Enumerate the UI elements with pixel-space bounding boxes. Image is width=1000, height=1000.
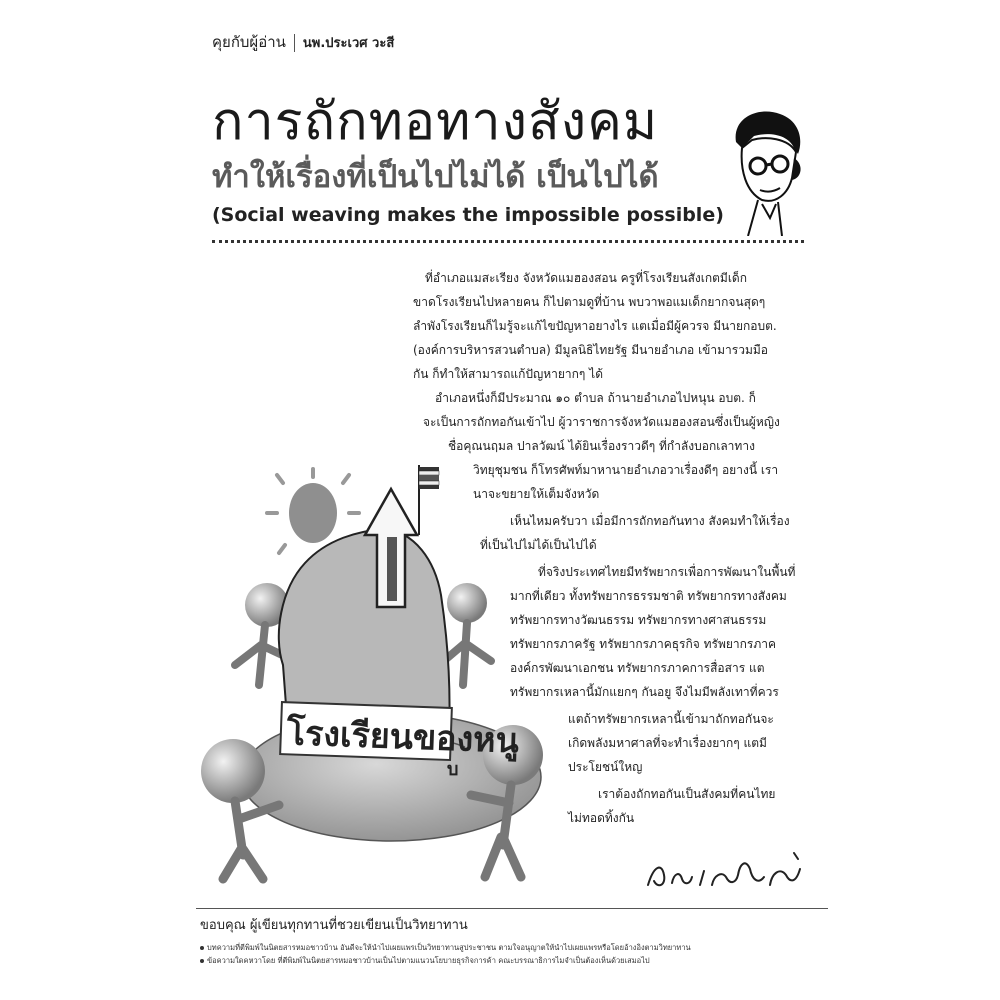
- body-line: จะเป็นการถักทอกันเข้าไป ผู้วาราชการจังหวัดแมฮองสอนซึ่งเป็นผู้หญิง: [423, 415, 780, 429]
- body-line: ที่จริงประเทศไทยมีทรัพยากรเพื่อการพัฒนาในพื้นที่: [538, 565, 796, 579]
- signature-text: ประเวศ วะสี: [640, 845, 646, 846]
- body-line: องค์กรพัฒนาเอกชน ทรัพยากรภาคการสื่อสาร แต: [510, 661, 765, 675]
- author-signature: [640, 845, 810, 895]
- body-line: มากที่เดียว ทั้งทรัพยากรธรรมชาติ ทรัพยากรทางสังคม: [510, 589, 787, 603]
- footer-note-text: ข้อความใดคหวาโดย ที่ตีพิมพ์ในนิตยสารหมอชาวบ้านเป็นไปตามแนวนโยบายธุรกิจการค้า คณะบรรณาธิการไมจำเป็นต้องเห็นด้วยเสมอไป: [207, 956, 650, 965]
- body-line: เกิดพลังมหาศาลที่จะทำเรื่องยากๆ แตมี: [568, 736, 767, 750]
- author-name: นพ.ประเวศ วะสี: [302, 36, 395, 51]
- footer-note-text: บทความที่ตีพิมพ์ในนิตยสารหมอชาวบ้าน อันดีจะให้นำไปเผยแพรเป็นวิทยาทานสูประชาชน ตามใจอนุญาตให้นำไปเผยแพรหรือโดยอ้างอิงตามวิทยาทาน: [207, 943, 691, 952]
- header-divider: [294, 34, 295, 52]
- school-sign-tail: บ: [447, 759, 459, 780]
- footer-note: [200, 955, 650, 967]
- school-sign-text: โรงเรียนของหนู: [286, 713, 520, 762]
- body-line: ทรัพยากรภาครัฐ ทรัพยากรภาคธุรกิจ ทรัพยากรภาค: [510, 637, 777, 651]
- body-line: ทรัพยากรเหลานี้มักแยกๆ กันอยู จึงไมมีพลังเทาที่ควร: [510, 685, 779, 699]
- column-header: [212, 30, 394, 54]
- author-portrait: [718, 108, 808, 236]
- title-divider: [212, 240, 804, 243]
- school-illustration: [195, 465, 555, 885]
- body-line: ประโยชน์ใหญ: [568, 760, 643, 774]
- flag-icon: [419, 465, 439, 535]
- footer-divider: [196, 908, 828, 909]
- body-line: เห็นไหมครับวา เมื่อมีการถักทอกันทาง สังคมทำให้เรื่อง: [510, 514, 790, 528]
- article-english-subtitle: (Social weaving makes the impossible possible): [212, 204, 724, 226]
- bullet-icon: [200, 959, 204, 963]
- footer-thanks: ขอบคุณ ผู้เขียนทุกทานที่ชวยเขียนเป็นวิทยาทาน: [200, 918, 468, 933]
- body-line: ขาดโรงเรียนไปหลายคน ก็ไปตามดูที่บ้าน พบวาพอแมเด็กยากจนสุดๆ: [413, 295, 766, 309]
- body-line: ที่อำเภอแมสะเรียง จังหวัดแมฮองสอน ครูที่โรงเรียนสังเกตมีเด็ก: [425, 271, 747, 285]
- body-line: แตถ้าทรัพยากรเหลานี้เข้ามาถักทอกันจะ: [568, 712, 774, 726]
- body-line: ทรัพยากรทางวัฒนธรรม ทรัพยากรทางศาสนธรรม: [510, 613, 767, 627]
- article-title: การถักทอทางสังคม: [212, 92, 659, 152]
- body-line: กัน ก็ทำให้สามารถแก้ปัญหายากๆ ได้: [413, 367, 604, 381]
- body-line: วิทยุชุมชน ก็โทรศัพท์มาหานายอำเภอวาเรื่องดีๆ อยางนี้ เรา: [473, 463, 779, 477]
- article-subtitle: ทำให้เรื่องที่เป็นไปไม่ได้ เป็นไปได้: [212, 159, 659, 195]
- column-name: คุยกับผู้อ่าน: [212, 33, 286, 51]
- footer-note: [200, 942, 691, 954]
- body-line: นาจะขยายให้เต็มจังหวัด: [473, 487, 600, 501]
- body-line: อำเภอหนึ่งก็มีประมาณ ๑๐ ตำบล ถ้านายอำเภอไปหนุน อบต. ก็: [435, 391, 756, 405]
- bullet-icon: [200, 946, 204, 950]
- body-line: ไม่ทอดทิ้งกัน: [568, 811, 635, 825]
- body-line: ลำพังโรงเรียนก็ไมรู้จะแก้ไขปัญหาอยางไร แตเมื่อมีผู้ควรจ มีนายกอบต.: [413, 319, 777, 333]
- body-line: ชื่อคุณนฤมล ปาลวัฒน์ ได้ยินเรื่องราวดีๆ ที่กำลังบอกเลาทาง: [448, 439, 755, 453]
- body-line: เราต้องถักทอกันเป็นสังคมที่คนไทย: [598, 787, 776, 801]
- body-line: ที่เป็นไปไม่ได้เป็นไปได้: [480, 538, 597, 552]
- body-line: (องค์การบริหารสวนตำบล) มีมูลนิธิไทยรัฐ มีนายอำเภอ เข้ามารวมมือ: [413, 343, 768, 357]
